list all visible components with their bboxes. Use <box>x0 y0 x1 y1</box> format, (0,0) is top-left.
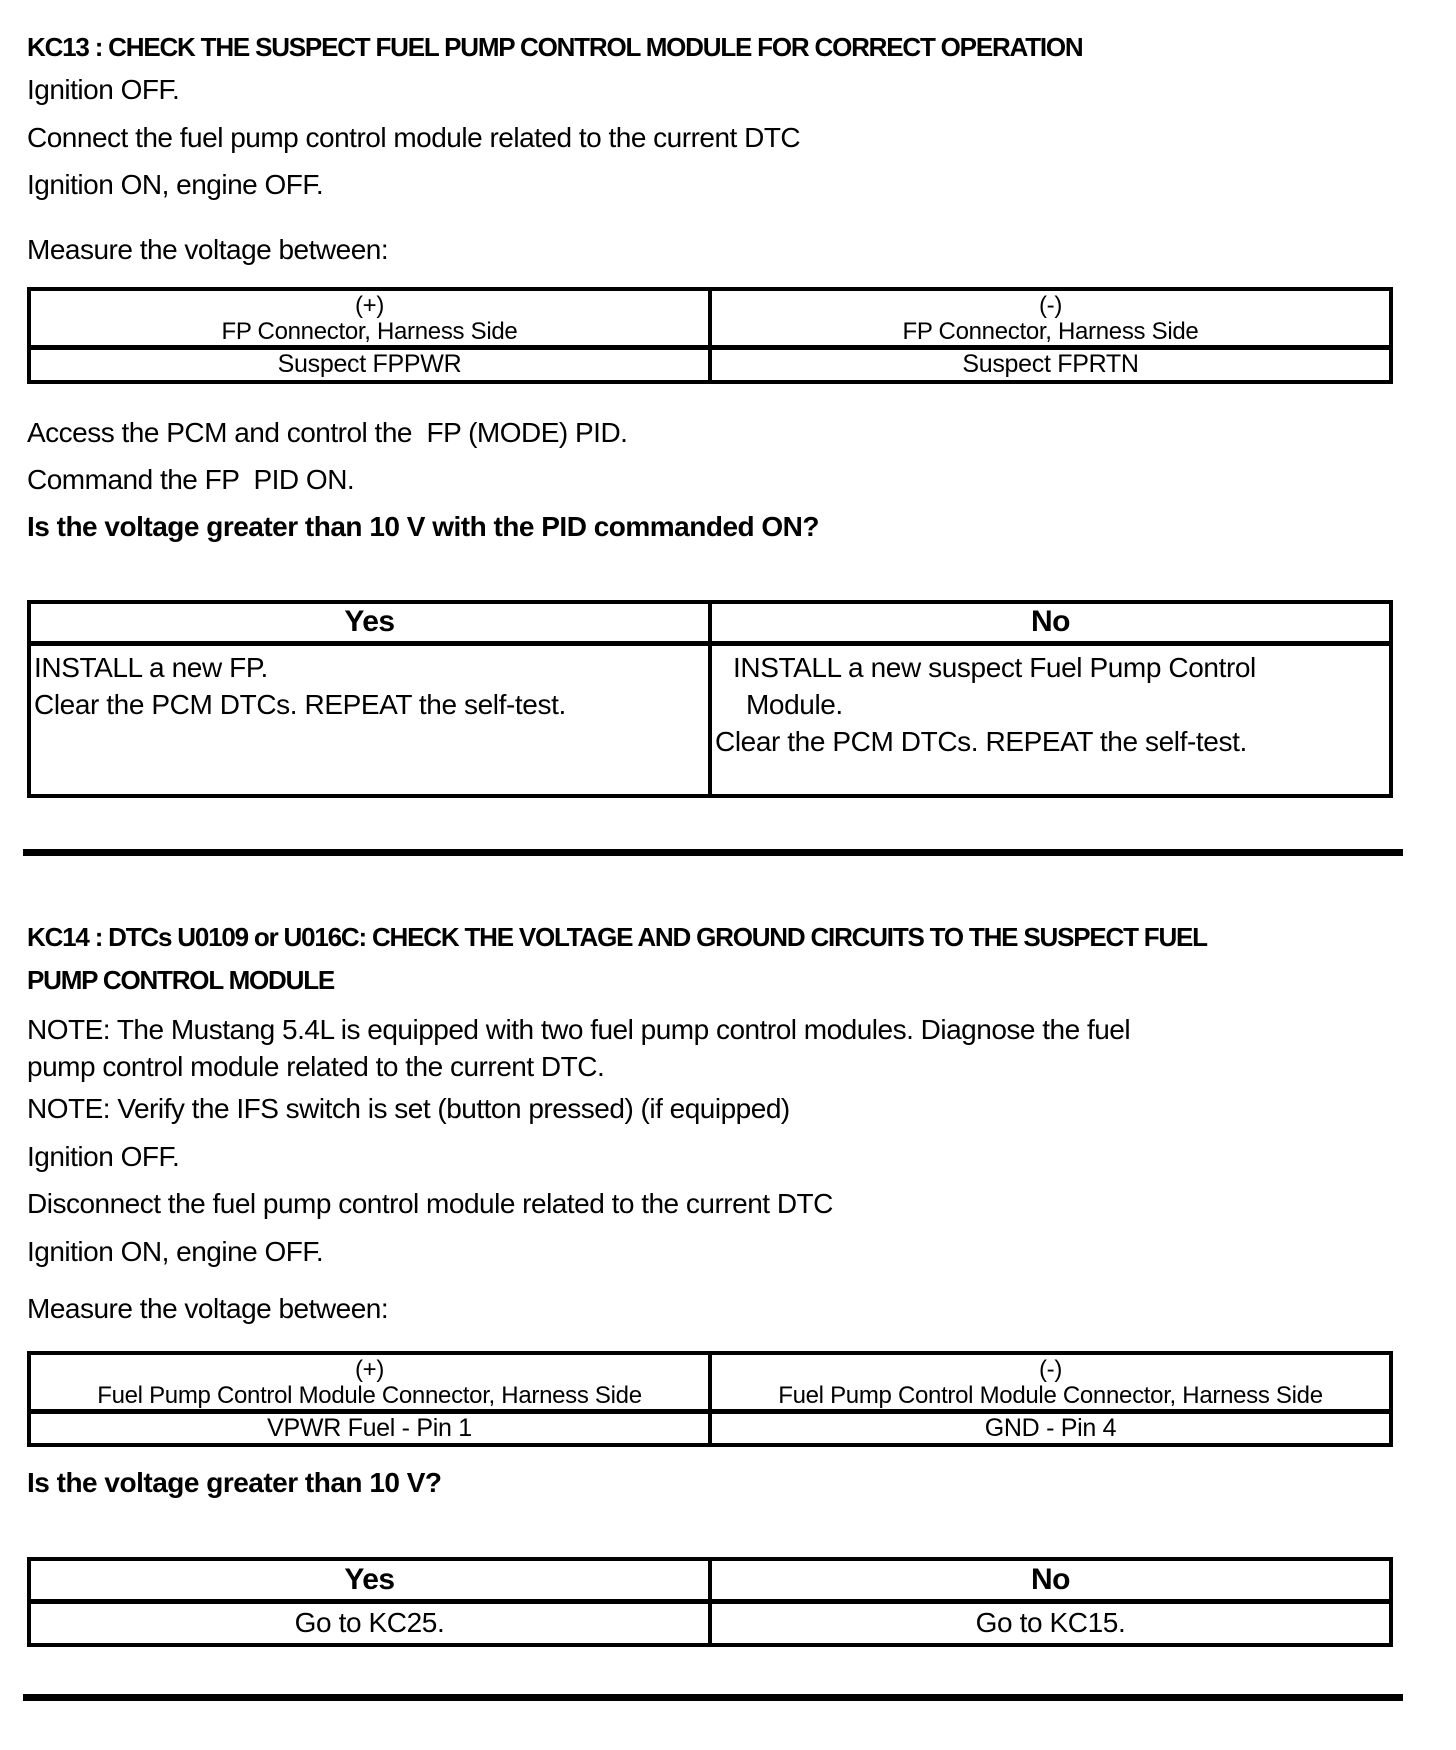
negative-sign: (-) <box>1038 292 1063 319</box>
kc14-step-ignition-on: Ignition ON, engine OFF. <box>27 1235 324 1267</box>
kc14-decision-table <box>27 1557 1393 1647</box>
kc14-measure-label: Measure the voltage between: <box>27 1292 389 1324</box>
kc14-heading-line: KC14 : DTCs U0109 or U016C: CHECK THE VOLTAGE AND GROUND CIRCUITS TO THE SUSPECT FUEL <box>27 921 1207 952</box>
kc13-decision-header-row <box>29 602 1391 644</box>
no-action-line: INSTALL a new suspect Fuel Pump Control <box>733 652 1256 683</box>
kc13-heading: KC13 : CHECK THE SUSPECT FUEL PUMP CONTROL MODULE FOR CORRECT OPERATION <box>27 32 1083 62</box>
kc14-note-ifs-switch: NOTE: Verify the IFS switch is set (button pressed) (if equipped) <box>27 1092 790 1124</box>
kc14-decision-body-row <box>29 1601 1391 1645</box>
kc13-question: Is the voltage greater than 10 V with the PID commanded ON? <box>27 510 820 542</box>
no-action-line: Clear the PCM DTCs. REPEAT the self-test. <box>715 726 1247 757</box>
page-end-divider <box>23 1694 1403 1701</box>
kc14-measure-table-value-row <box>29 1411 1391 1445</box>
kc14-note-mustang <box>27 1011 1393 1085</box>
yes-action-line: Clear the PCM DTCs. REPEAT the self-test. <box>34 689 566 720</box>
kc13-measure-label: Measure the voltage between: <box>27 234 389 265</box>
kc14-decision-header-row <box>29 1559 1391 1601</box>
negative-connector-label: FP Connector, Harness Side <box>902 318 1199 345</box>
kc14-question: Is the voltage greater than 10 V? <box>27 1467 442 1498</box>
kc13-step-command-pid: Command the FP PID ON. <box>27 463 355 495</box>
kc13-decision-table <box>27 600 1393 798</box>
positive-connector-label: Fuel Pump Control Module Connector, Harness Side <box>97 1381 642 1409</box>
no-action-line: Module. <box>746 689 843 720</box>
kc13-measure-table <box>27 287 1393 384</box>
yes-header-cell: Yes <box>29 1559 710 1601</box>
negative-sign: (-) <box>1038 1355 1063 1383</box>
kc14-heading-line: PUMP CONTROL MODULE <box>27 964 335 995</box>
kc13-step-ignition-off: Ignition OFF. <box>27 74 180 105</box>
kc14-measure-positive-header-cell <box>29 1353 710 1412</box>
positive-connector-label: FP Connector, Harness Side <box>221 318 518 345</box>
note-line: NOTE: The Mustang 5.4L is equipped with two fuel pump control modules. Diagnose the fuel <box>27 1013 1131 1045</box>
kc13-negative-pin-cell: Suspect FPRTN <box>710 348 1391 382</box>
kc13-step-ignition-on: Ignition ON, engine OFF. <box>27 169 324 200</box>
section-kc14 <box>27 916 1393 1648</box>
kc14-measure-table-header-row <box>29 1353 1391 1412</box>
kc14-measure-negative-header-cell <box>710 1353 1391 1412</box>
kc14-negative-pin-cell: GND - Pin 4 <box>710 1411 1391 1445</box>
kc13-positive-pin-cell: Suspect FPPWR <box>29 348 710 382</box>
yes-action-line: INSTALL a new FP. <box>34 652 268 683</box>
kc14-no-action-cell: Go to KC15. <box>710 1601 1391 1645</box>
kc14-positive-pin-cell: VPWR Fuel - Pin 1 <box>29 1411 710 1445</box>
section-divider <box>23 849 1403 856</box>
kc14-step-disconnect-module: Disconnect the fuel pump control module related to the current DTC <box>27 1187 833 1219</box>
page-content <box>27 32 1393 1701</box>
kc14-yes-action-cell: Go to KC25. <box>29 1601 710 1645</box>
kc14-step-ignition-off: Ignition OFF. <box>27 1140 180 1172</box>
section-kc13 <box>27 32 1393 798</box>
kc13-no-action-cell <box>710 644 1391 796</box>
kc13-step-access-pcm: Access the PCM and control the FP (MODE) PID. <box>27 416 628 448</box>
kc13-measure-negative-header-cell <box>710 289 1391 348</box>
kc13-measure-table-value-row <box>29 348 1391 382</box>
kc14-heading <box>27 916 1393 1002</box>
kc13-step-connect-module: Connect the fuel pump control module related to the current DTC <box>27 122 801 153</box>
yes-header-cell: Yes <box>29 602 710 644</box>
kc13-decision-body-row <box>29 644 1391 796</box>
no-header-cell: No <box>710 1559 1391 1601</box>
positive-sign: (+) <box>354 1355 385 1383</box>
kc13-measure-table-header-row <box>29 289 1391 348</box>
negative-connector-label: Fuel Pump Control Module Connector, Harness Side <box>778 1381 1323 1409</box>
kc13-yes-action-cell <box>29 644 710 796</box>
kc14-measure-table <box>27 1351 1393 1448</box>
kc13-measure-positive-header-cell <box>29 289 710 348</box>
note-line: pump control module related to the current DTC. <box>27 1050 605 1082</box>
positive-sign: (+) <box>354 292 385 319</box>
no-header-cell: No <box>710 602 1391 644</box>
